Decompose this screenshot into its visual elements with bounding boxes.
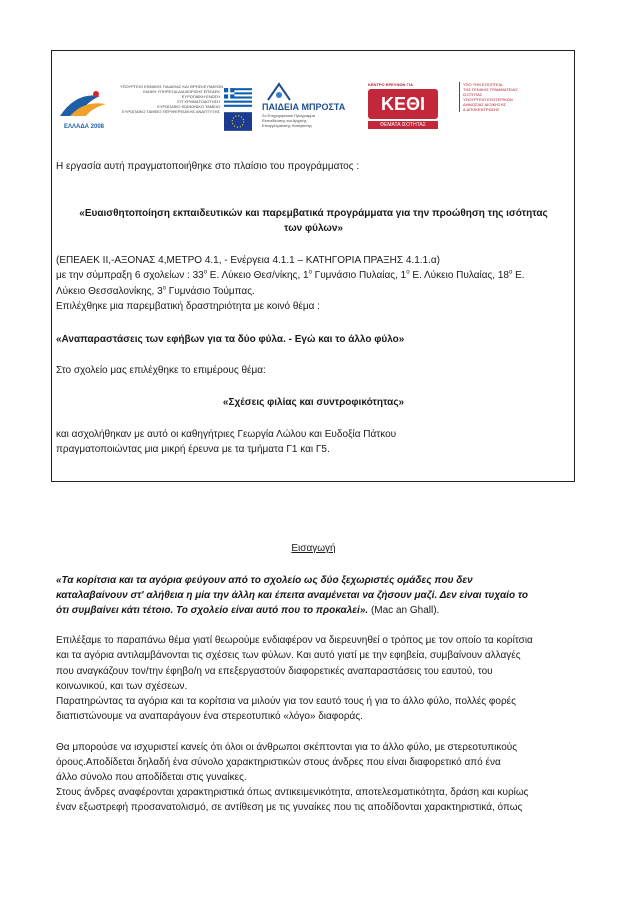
paragraph1-line: και τα αγόρια αντιλαμβάνονται τις σχέσεις των φύλων. Και αυτό γιατί με την εφηβεία, συμβαίνουν αλλαγές: [56, 650, 521, 661]
paragraph1-line: κοινωνικού, και των σχέσεων.: [56, 681, 188, 692]
kethi-side-line: ΤΗΣ ΓΕΝΙΚΗΣ ΓΡΑΜΜΑΤΕΙΑΣ: [463, 87, 518, 92]
ministry-line: ΕΙΔΙΚΗ ΥΠΗΡΕΣΙΑ ΔΙΑΧΕΙΡΙΣΗΣ ΕΠΕΑΕΚ: [143, 89, 220, 94]
paragraph2-line: Θα μπορούσε να ισχυριστεί κανείς ότι όλοι οι άνθρωποι σκέπτονται για το άλλο φύλο, με στερεοτυπικούς: [56, 742, 518, 753]
ministry-text-block: [120, 84, 224, 114]
paideia-line: 2ο Επιχειρησιακό Πρόγραμμα: [262, 113, 316, 118]
chosen-activity-text: Επιλέχθηκε μια παρεμβατική δραστηριότητα με κοινό θέμα :: [56, 301, 320, 312]
paragraph2-line: όρους.Αποδίδεται δηλαδή ένα σύνολο χαρακτηριστικών στους άνδρες που είναι διαφορετικό από ένα: [56, 757, 501, 768]
paideia-line: Εκπαίδευσης και Αρχικής: [262, 118, 307, 123]
kethi-side-line: ΔΗΜΟΣΙΑΣ ΔΙΟΙΚΗΣΗΣ: [463, 102, 507, 107]
ministry-line: ΕΥΡΩΠΑΪΚΟ ΤΑΜΕΙΟ ΠΕΡΙΦΕΡΕΙΑΚΗΣ ΑΝΑΠΤΥΞΗΣ: [122, 109, 220, 114]
kethi-logo: [368, 82, 458, 134]
logo-strip: [56, 80, 571, 138]
kethi-side-line: ΙΣΟΤΗΤΑΣ: [463, 92, 483, 97]
intro-text: Η εργασία αυτή πραγματοποιήθηκε στο πλαίσιο του προγράμματος :: [56, 161, 360, 172]
eu-flag-icon: [224, 112, 252, 131]
ministry-line: ΕΥΡΩΠΑΪΚΗ ΕΝΩΣΗ: [181, 94, 220, 99]
teachers-line2: πραγματοποιώντας μια μικρή έρευνα με τα τμήματα Γ1 και Γ5.: [56, 444, 330, 455]
common-theme: «Αναπαραστάσεις των εφήβων για τα δύο φύλα. - Εγώ και το άλλο φύλο»: [56, 334, 405, 345]
paragraph2-line: Στους άνδρες αναφέρονται χαρακτηριστικά όπως αντικειμενικότητα, αποτελεσματικότητα, δράση και κυρίως: [56, 787, 529, 798]
kethi-side-line: & ΑΠΟΚΕΝΤΡΩΣΗΣ: [463, 107, 500, 112]
schools-line1: με την σύμπραξη 6 σχολείων : $33^o$ Ε. Λύκειο Θεσ/νίκης, $1^o$ Γυμνάσιο Πυλαίας, $1^o$ Ε. Λύκειο Πυλαίας, $18^o$ Ε.: [56, 269, 525, 281]
paragraph1-line: Παρατηρώντας τα αγόρια και τα κορίτσια να μιλούν για τον εαυτό τους ή για το άλλο φύλο, πολλές φορές: [56, 696, 516, 707]
hellas-2008-text: ΕΛΛΑΔΑ 2008: [64, 124, 104, 130]
schools-line2: Λύκειο Θεσσαλονίκης, $3^o$ Γυμνάσιο Τούμπας.: [56, 285, 255, 297]
teachers-line1: και ασχολήθηκαν με αυτό οι καθηγήτριες Γεωργία Λώλου και Ευδοξία Πάτκου: [56, 429, 397, 440]
paragraph2-line: άλλο σύνολο που αποδίδεται στις γυναίκες.: [56, 772, 247, 783]
section-heading: Εισαγωγή: [291, 543, 336, 554]
ministry-line: ΣΥΓΧΡΗΜΑΤΟΔΟΤΗΣΗ: [176, 99, 220, 104]
hellas-2008-logo: [56, 86, 114, 134]
kethi-side-line: ΥΠΟΥΡΓΕΙΟ ΕΣΩΤΕΡΙΚΩΝ: [463, 97, 513, 102]
paideia-mprosta-logo: [262, 82, 362, 128]
paideia-title: ΠΑΙΔΕΙΑ ΜΠΡΟΣΤΑ: [262, 102, 346, 112]
hellas-2008-emblem: [56, 86, 114, 126]
program-title-line1: «Ευαισθητοποίηση εκπαιδευτικών και παρεμβατικά προγράμματα για την προώθηση της ισότητας: [79, 208, 548, 219]
paragraph1-line: διαπιστώνουμε να αναπαράγουν ένα στερεοτυπικό «λόγο» διαφοράς.: [56, 711, 363, 722]
kethi-side-line: ΥΠΟ ΤΗΝ ΕΠΟΠΤΕΙΑ: [463, 82, 503, 87]
greek-flag-icon: [224, 88, 252, 107]
kethi-top-text: ΚΕΝΤΡΟ ΕΡΕΥΝΩΝ ΓΙΑ: [368, 82, 413, 87]
epeaek-line: (ΕΠΕΑΕΚ ΙΙ,-ΑΞΟΝΑΣ 4,ΜΕΤΡΟ 4.1, - Ενέργεια 4.1.1 – ΚΑΤΗΓΟΡΙΑ ΠΡΑΞΗΣ 4.1.1.α): [56, 255, 440, 266]
quote-line1: «Τα κορίτσια και τα αγόρια φεύγουν από το σχολείο ως δύο ξεχωριστές ομάδες που δεν: [56, 575, 473, 586]
paragraph1-line: Επιλέξαμε το παραπάνω θέμα γιατί θεωρούμε ενδιαφέρον να διερευνηθεί ο τρόπος με τον οποίο τα κορίτσια: [56, 635, 533, 646]
ministry-line: ΕΥΡΩΠΑΪΚΟ ΚΟΙΝΩΝΙΚΟ ΤΑΜΕΙΟ: [157, 104, 220, 109]
quote-line3: ότι συμβαίνει κάτι τέτοιο. Το σχολείο είναι αυτό που το προκαλεί». (Mac an Ghall).: [56, 605, 440, 616]
paideia-emblem-icon: [266, 82, 292, 102]
ministry-line: ΥΠΟΥΡΓΕΙΟ ΕΘΝΙΚΗΣ ΠΑΙΔΕΙΑΣ ΚΑΙ ΘΡΗΣΚΕΥΜΑΤΩΝ: [120, 84, 224, 89]
program-title-line2: των φύλων»: [284, 223, 343, 234]
subtheme-title: «Σχέσεις φιλίας και συντροφικότητας»: [222, 397, 405, 408]
paragraph1-line: που αναγκάζουν τον/την έφηβο/η να επεξεργαστούν διαφορετικές αναπαραστάσεις του εαυτού, του: [56, 666, 493, 677]
kethi-side-text: [459, 82, 518, 112]
kethi-logo-mark: ΚΕΘΙ: [368, 89, 438, 119]
paragraph2-line: έναν εξωστρεφή προσανατολισμό, σε αντίθεση με τις γυναίκες που τις αποδίδονται χαρακτηριστικά, όπως: [56, 802, 523, 813]
paideia-line: Επαγγελματικής Κατάρτισης: [262, 123, 312, 128]
kethi-bottom-text: ΘΕΜΑΤΑ ΙΣΟΤΗΤΑΣ: [368, 121, 438, 129]
school-chose-text: Στο σχολείο μας επιλέχθηκε το επιμέρους θέμα:: [56, 365, 266, 376]
quote-line2: καταλαβαίνουν στ' αλήθεια η μία την άλλη και έπειτα αναμένεται να ζήσουν μαζί. Δεν είναι τυχαίο το: [56, 590, 529, 601]
